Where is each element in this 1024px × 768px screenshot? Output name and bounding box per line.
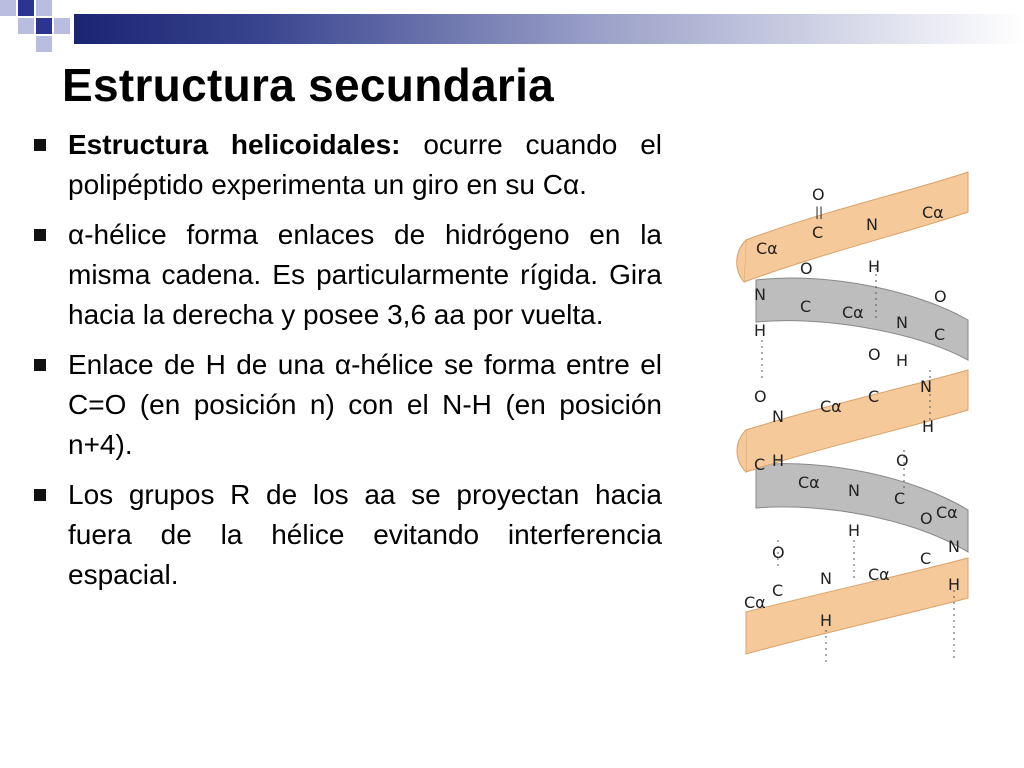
decor-square (18, 0, 34, 16)
bullet-square-icon (34, 359, 46, 371)
bullet-list (30, 125, 662, 605)
helix-ribbon-front (746, 558, 968, 654)
atom-label: H (754, 321, 767, 340)
atom-label: C (800, 297, 812, 316)
bond-label: || (815, 205, 824, 219)
header-gradient-band (74, 14, 1024, 44)
atom-label: Cα (756, 239, 778, 258)
list-item (30, 125, 662, 205)
atom-label: H (896, 351, 909, 370)
decor-square (36, 18, 52, 34)
decor-square (18, 18, 34, 34)
atom-label: N (866, 215, 878, 234)
helix-ribbon-front (744, 172, 968, 282)
atom-label: O (868, 345, 881, 364)
decor-square (36, 0, 52, 16)
bullet-square-icon (34, 229, 46, 241)
bullet-square-icon (34, 489, 46, 501)
list-item (30, 215, 662, 335)
atom-label: Cα (922, 203, 944, 222)
decor-square (0, 0, 16, 16)
atom-label: N (772, 407, 784, 426)
atom-label: N (948, 537, 960, 556)
atom-label: O (800, 259, 813, 278)
atom-label: C (812, 223, 824, 242)
atom-label: H (848, 521, 861, 540)
atom-label: N (754, 285, 766, 304)
atom-label: C (934, 325, 946, 344)
atom-label: N (848, 481, 860, 500)
decor-square (36, 36, 52, 52)
bullet-text: ocurre cuando el polipéptido experimenta un giro en su Cα. (68, 129, 662, 200)
atom-label: H (922, 417, 935, 436)
atom-label: Cα (798, 473, 820, 492)
atom-label: C (894, 489, 906, 508)
list-item (30, 345, 662, 465)
atom-label: O (812, 185, 825, 204)
atom-label: O (754, 387, 767, 406)
alpha-helix-diagram (716, 160, 984, 670)
atom-label: N (896, 313, 908, 332)
list-item (30, 475, 662, 595)
bullet-text: Enlace de H de una α-hélice se forma entre el C=O (en posición n) con el N-H (en posición n+4). (68, 349, 662, 460)
slide-header-decoration (0, 0, 1024, 46)
atom-label: N (820, 569, 832, 588)
bullet-square-icon (34, 139, 46, 151)
atom-label: C (868, 387, 880, 406)
atom-label: H (820, 611, 833, 630)
atom-label: H (772, 451, 785, 470)
atom-label: H (948, 575, 961, 594)
atom-label: C (772, 581, 784, 600)
atom-label: N (920, 377, 932, 396)
decor-square (54, 18, 70, 34)
atom-label: C (920, 549, 932, 568)
atom-label: Cα (868, 565, 890, 584)
atom-label: H (868, 257, 881, 276)
atom-label: O (772, 543, 785, 562)
atom-label: Cα (936, 503, 958, 522)
atom-label: Cα (820, 397, 842, 416)
atom-label: O (920, 509, 933, 528)
atom-label: O (934, 287, 947, 306)
page-title: Estructura secundaria (62, 59, 555, 111)
atom-label: C (754, 455, 766, 474)
atom-label: Cα (744, 593, 766, 612)
atom-label: O (896, 451, 909, 470)
bullet-bold-lead: Estructura helicoidales: (68, 129, 401, 160)
bullet-text: Los grupos R de los aa se proyectan hacia fuera de la hélice evitando interferencia espacial. (68, 479, 662, 590)
bullet-text: α-hélice forma enlaces de hidrógeno en la misma cadena. Es particularmente rígida. Gira hacia la derecha y posee 3,6 aa por vuelta. (68, 219, 662, 330)
helix-ribbon-edge (737, 430, 746, 472)
atom-label: Cα (842, 303, 864, 322)
